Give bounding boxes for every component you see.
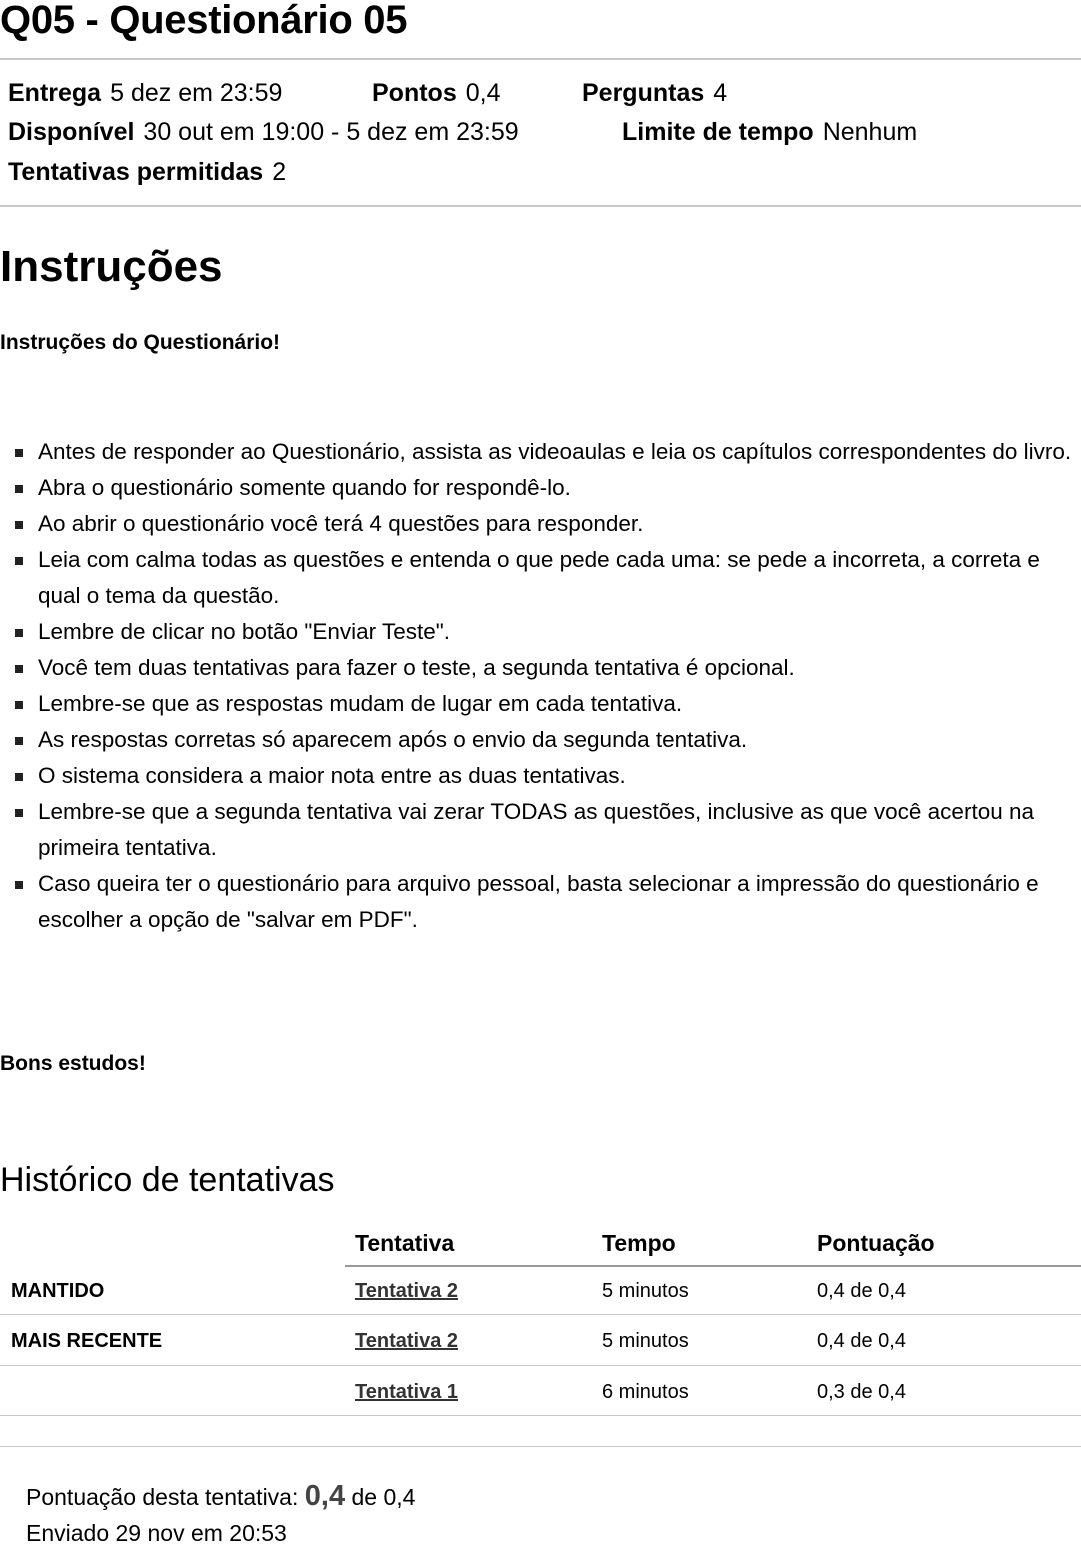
time-limit: Limite de tempo Nenhum <box>622 118 918 146</box>
attempt-score: 0,3 de 0,4 <box>817 1381 906 1403</box>
table-header-divider <box>345 1265 1081 1267</box>
due-date: Entrega 5 dez em 23:59 <box>8 79 283 107</box>
attempt-history-heading: Histórico de tentativas <box>0 1161 335 1199</box>
list-item: Lembre-se que a segunda tentativa vai zerar TODAS as questões, inclusive as que você acertou na primeira tentativa. <box>0 794 1075 866</box>
attempt-time: 5 minutos <box>602 1330 689 1352</box>
attempt-score-summary: Pontuação desta tentativa: 0,4 de 0,4 <box>26 1480 416 1512</box>
list-item: Você tem duas tentativas para fazer o teste, a segunda tentativa é opcional. <box>0 650 1075 686</box>
attempt-link[interactable]: Tentativa 1 <box>355 1381 458 1403</box>
attempt-score: 0,4 de 0,4 <box>817 1280 906 1302</box>
attempt-link[interactable]: Tentativa 2 <box>355 1330 458 1352</box>
list-item: Antes de responder ao Questionário, assista as videoaulas e leia os capítulos correspondentes do livro. <box>0 434 1075 470</box>
divider <box>0 1446 1081 1447</box>
available-period: Disponível 30 out em 19:00 - 5 dez em 23:59 <box>8 118 519 146</box>
instructions-heading: Instruções <box>0 242 223 291</box>
closing-message: Bons estudos! <box>0 1052 146 1075</box>
attempt-score: 0,4 de 0,4 <box>817 1330 906 1352</box>
list-item: As respostas corretas só aparecem após o envio da segunda tentativa. <box>0 722 1075 758</box>
attempt-time: 5 minutos <box>602 1280 689 1302</box>
page-title: Q05 - Questionário 05 <box>0 0 408 42</box>
table-row-divider <box>0 1415 1081 1416</box>
attempt-score-value: 0,4 <box>304 1480 346 1512</box>
attempt-time: 6 minutos <box>602 1381 689 1403</box>
table-row-divider <box>0 1314 1081 1315</box>
list-item: O sistema considera a maior nota entre as duas tentativas. <box>0 758 1075 794</box>
questions-count: Perguntas 4 <box>582 79 728 107</box>
divider <box>0 58 1081 60</box>
attempt-link[interactable]: Tentativa 2 <box>355 1280 458 1302</box>
table-row-divider <box>0 1365 1081 1366</box>
divider <box>0 205 1081 207</box>
list-item: Lembre-se que as respostas mudam de lugar em cada tentativa. <box>0 686 1075 722</box>
points: Pontos 0,4 <box>372 79 501 107</box>
instructions-list <box>0 434 1075 938</box>
list-item: Abra o questionário somente quando for respondê-lo. <box>0 470 1075 506</box>
column-header-time: Tempo <box>602 1230 676 1256</box>
list-item: Ao abrir o questionário você terá 4 questões para responder. <box>0 506 1075 542</box>
attempt-state: MANTIDO <box>11 1280 105 1302</box>
submitted-date: Enviado 29 nov em 20:53 <box>26 1520 287 1546</box>
list-item: Leia com calma todas as questões e entenda o que pede cada uma: se pede a incorreta, a correta e qual o tema da questão. <box>0 542 1075 614</box>
list-item: Lembre de clicar no botão "Enviar Teste". <box>0 614 1075 650</box>
attempt-state: MAIS RECENTE <box>11 1330 163 1352</box>
instructions-intro: Instruções do Questionário! <box>0 331 281 354</box>
list-item: Caso queira ter o questionário para arquivo pessoal, basta selecionar a impressão do questionário e escolher a opção de "salvar em PDF". <box>0 866 1075 938</box>
column-header-attempt: Tentativa <box>355 1230 455 1256</box>
column-header-score: Pontuação <box>817 1230 935 1256</box>
allowed-attempts: Tentativas permitidas 2 <box>8 158 287 186</box>
